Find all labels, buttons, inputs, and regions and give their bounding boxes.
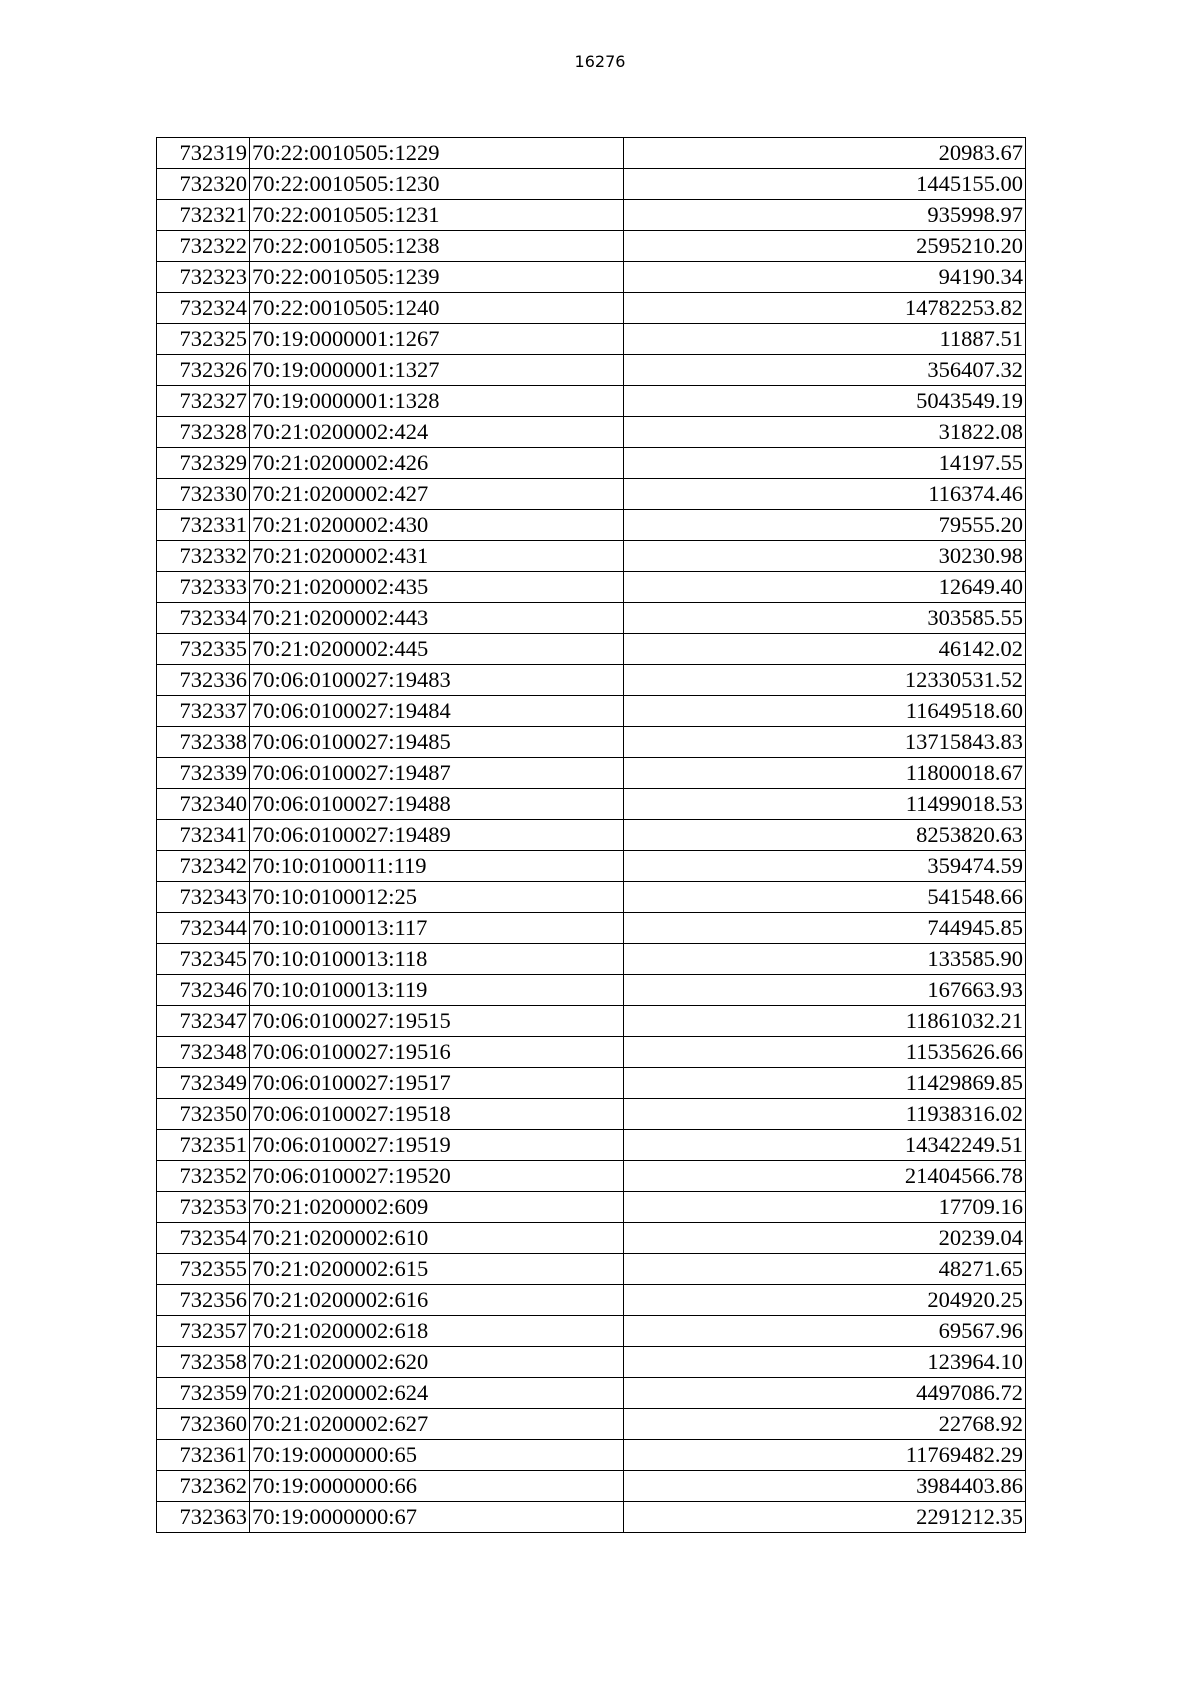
cadastral-value-cell: 133585.90 [623, 944, 1025, 975]
table-row [157, 541, 1026, 572]
row-number-cell: 732363 [157, 1502, 250, 1533]
table-row [157, 479, 1026, 510]
row-number-cell: 732331 [157, 510, 250, 541]
cadastral-value-cell: 3984403.86 [623, 1471, 1025, 1502]
cadastral-number-cell: 70:06:0100027:19487 [249, 758, 623, 789]
table-row [157, 1471, 1026, 1502]
cadastral-value-cell: 20983.67 [623, 138, 1025, 169]
cadastral-number-cell: 70:21:0200002:443 [249, 603, 623, 634]
cadastral-number-cell: 70:06:0100027:19515 [249, 1006, 623, 1037]
cadastral-number-cell: 70:22:0010505:1231 [249, 200, 623, 231]
cadastral-number-cell: 70:21:0200002:426 [249, 448, 623, 479]
cadastral-value-cell: 31822.08 [623, 417, 1025, 448]
cadastral-number-cell: 70:21:0200002:627 [249, 1409, 623, 1440]
cadastral-value-cell: 94190.34 [623, 262, 1025, 293]
table-row [157, 293, 1026, 324]
table-row [157, 851, 1026, 882]
table-row [157, 634, 1026, 665]
row-number-cell: 732355 [157, 1254, 250, 1285]
row-number-cell: 732338 [157, 727, 250, 758]
cadastral-number-cell: 70:06:0100027:19483 [249, 665, 623, 696]
row-number-cell: 732353 [157, 1192, 250, 1223]
table-row [157, 572, 1026, 603]
table-row [157, 758, 1026, 789]
table-row [157, 138, 1026, 169]
table-row [157, 1378, 1026, 1409]
row-number-cell: 732333 [157, 572, 250, 603]
cadastral-value-cell: 303585.55 [623, 603, 1025, 634]
cadastral-number-cell: 70:06:0100027:19516 [249, 1037, 623, 1068]
row-number-cell: 732358 [157, 1347, 250, 1378]
row-number-cell: 732335 [157, 634, 250, 665]
cadastral-value-cell: 30230.98 [623, 541, 1025, 572]
cadastral-value-cell: 123964.10 [623, 1347, 1025, 1378]
cadastral-value-cell: 12649.40 [623, 572, 1025, 603]
cadastral-number-cell: 70:21:0200002:435 [249, 572, 623, 603]
table-row [157, 1223, 1026, 1254]
table-row [157, 665, 1026, 696]
cadastral-number-cell: 70:19:0000001:1267 [249, 324, 623, 355]
cadastral-value-cell: 11769482.29 [623, 1440, 1025, 1471]
row-number-cell: 732351 [157, 1130, 250, 1161]
cadastral-value-cell: 11938316.02 [623, 1099, 1025, 1130]
table-body [157, 138, 1026, 1533]
cadastral-number-cell: 70:21:0200002:616 [249, 1285, 623, 1316]
row-number-cell: 732350 [157, 1099, 250, 1130]
table-row [157, 1192, 1026, 1223]
cadastral-value-cell: 356407.32 [623, 355, 1025, 386]
row-number-cell: 732332 [157, 541, 250, 572]
cadastral-number-cell: 70:22:0010505:1240 [249, 293, 623, 324]
cadastral-value-cell: 4497086.72 [623, 1378, 1025, 1409]
page-number: 16276 [574, 52, 626, 71]
table-row [157, 1254, 1026, 1285]
cadastral-value-cell: 14342249.51 [623, 1130, 1025, 1161]
cadastral-number-cell: 70:21:0200002:431 [249, 541, 623, 572]
cadastral-number-cell: 70:06:0100027:19488 [249, 789, 623, 820]
cadastral-value-cell: 17709.16 [623, 1192, 1025, 1223]
cadastral-number-cell: 70:21:0200002:430 [249, 510, 623, 541]
cadastral-number-cell: 70:21:0200002:615 [249, 1254, 623, 1285]
row-number-cell: 732340 [157, 789, 250, 820]
table-row [157, 1440, 1026, 1471]
cadastral-number-cell: 70:10:0100013:117 [249, 913, 623, 944]
row-number-cell: 732325 [157, 324, 250, 355]
cadastral-number-cell: 70:10:0100012:25 [249, 882, 623, 913]
table-row [157, 448, 1026, 479]
cadastral-value-cell: 2595210.20 [623, 231, 1025, 262]
cadastral-value-cell: 48271.65 [623, 1254, 1025, 1285]
cadastral-number-cell: 70:19:0000000:65 [249, 1440, 623, 1471]
cadastral-number-cell: 70:06:0100027:19519 [249, 1130, 623, 1161]
row-number-cell: 732344 [157, 913, 250, 944]
row-number-cell: 732337 [157, 696, 250, 727]
cadastral-value-cell: 8253820.63 [623, 820, 1025, 851]
table-row [157, 820, 1026, 851]
cadastral-number-cell: 70:22:0010505:1230 [249, 169, 623, 200]
row-number-cell: 732356 [157, 1285, 250, 1316]
cadastral-value-cell: 21404566.78 [623, 1161, 1025, 1192]
cadastral-value-cell: 14197.55 [623, 448, 1025, 479]
cadastral-number-cell: 70:06:0100027:19489 [249, 820, 623, 851]
row-number-cell: 732324 [157, 293, 250, 324]
cadastral-value-cell: 11887.51 [623, 324, 1025, 355]
row-number-cell: 732342 [157, 851, 250, 882]
cadastral-number-cell: 70:06:0100027:19484 [249, 696, 623, 727]
cadastral-value-cell: 13715843.83 [623, 727, 1025, 758]
cadastral-number-cell: 70:21:0200002:610 [249, 1223, 623, 1254]
cadastral-value-cell: 11499018.53 [623, 789, 1025, 820]
table-row [157, 603, 1026, 634]
table-row [157, 355, 1026, 386]
table-row [157, 913, 1026, 944]
row-number-cell: 732330 [157, 479, 250, 510]
table-row [157, 1130, 1026, 1161]
cadastral-value-cell: 359474.59 [623, 851, 1025, 882]
row-number-cell: 732352 [157, 1161, 250, 1192]
table-row [157, 231, 1026, 262]
cadastral-number-cell: 70:10:0100013:119 [249, 975, 623, 1006]
row-number-cell: 732362 [157, 1471, 250, 1502]
cadastral-number-cell: 70:06:0100027:19520 [249, 1161, 623, 1192]
cadastral-value-cell: 11429869.85 [623, 1068, 1025, 1099]
row-number-cell: 732323 [157, 262, 250, 293]
table-row [157, 1161, 1026, 1192]
cadastral-number-cell: 70:21:0200002:618 [249, 1316, 623, 1347]
row-number-cell: 732348 [157, 1037, 250, 1068]
table-row [157, 1285, 1026, 1316]
cadastral-value-cell: 79555.20 [623, 510, 1025, 541]
row-number-cell: 732346 [157, 975, 250, 1006]
row-number-cell: 732326 [157, 355, 250, 386]
table-row [157, 169, 1026, 200]
table-row [157, 1099, 1026, 1130]
cadastral-number-cell: 70:19:0000000:67 [249, 1502, 623, 1533]
table-row [157, 324, 1026, 355]
table-row [157, 1037, 1026, 1068]
table-row [157, 1316, 1026, 1347]
cadastral-number-cell: 70:19:0000001:1328 [249, 386, 623, 417]
row-number-cell: 732329 [157, 448, 250, 479]
row-number-cell: 732321 [157, 200, 250, 231]
table-row [157, 944, 1026, 975]
cadastral-number-cell: 70:21:0200002:427 [249, 479, 623, 510]
cadastral-value-cell: 11535626.66 [623, 1037, 1025, 1068]
cadastral-value-cell: 167663.93 [623, 975, 1025, 1006]
cadastral-value-cell: 11649518.60 [623, 696, 1025, 727]
cadastral-value-cell: 46142.02 [623, 634, 1025, 665]
cadastral-number-cell: 70:21:0200002:620 [249, 1347, 623, 1378]
table-row [157, 417, 1026, 448]
row-number-cell: 732327 [157, 386, 250, 417]
row-number-cell: 732334 [157, 603, 250, 634]
cadastral-value-cell: 204920.25 [623, 1285, 1025, 1316]
row-number-cell: 732347 [157, 1006, 250, 1037]
cadastral-value-cell: 744945.85 [623, 913, 1025, 944]
cadastral-value-cell: 11861032.21 [623, 1006, 1025, 1037]
row-number-cell: 732320 [157, 169, 250, 200]
cadastral-value-cell: 22768.92 [623, 1409, 1025, 1440]
row-number-cell: 732357 [157, 1316, 250, 1347]
table-row [157, 882, 1026, 913]
cadastral-value-cell: 2291212.35 [623, 1502, 1025, 1533]
cadastral-value-cell: 12330531.52 [623, 665, 1025, 696]
cadastral-number-cell: 70:10:0100013:118 [249, 944, 623, 975]
row-number-cell: 732361 [157, 1440, 250, 1471]
table-row [157, 200, 1026, 231]
table-row [157, 696, 1026, 727]
row-number-cell: 732360 [157, 1409, 250, 1440]
cadastral-value-cell: 5043549.19 [623, 386, 1025, 417]
table-row [157, 975, 1026, 1006]
row-number-cell: 732319 [157, 138, 250, 169]
cadastral-number-cell: 70:06:0100027:19517 [249, 1068, 623, 1099]
row-number-cell: 732336 [157, 665, 250, 696]
table-row [157, 1006, 1026, 1037]
row-number-cell: 732359 [157, 1378, 250, 1409]
cadastral-number-cell: 70:22:0010505:1238 [249, 231, 623, 262]
cadastral-value-cell: 541548.66 [623, 882, 1025, 913]
cadastral-value-cell: 11800018.67 [623, 758, 1025, 789]
table-row [157, 1409, 1026, 1440]
cadastral-value-table [156, 137, 1026, 1533]
table-row [157, 1068, 1026, 1099]
cadastral-value-cell: 14782253.82 [623, 293, 1025, 324]
cadastral-number-cell: 70:21:0200002:445 [249, 634, 623, 665]
cadastral-value-cell: 1445155.00 [623, 169, 1025, 200]
cadastral-number-cell: 70:19:0000001:1327 [249, 355, 623, 386]
table-row [157, 789, 1026, 820]
row-number-cell: 732328 [157, 417, 250, 448]
table-row [157, 386, 1026, 417]
cadastral-number-cell: 70:06:0100027:19485 [249, 727, 623, 758]
cadastral-number-cell: 70:22:0010505:1239 [249, 262, 623, 293]
cadastral-value-cell: 935998.97 [623, 200, 1025, 231]
cadastral-value-cell: 69567.96 [623, 1316, 1025, 1347]
cadastral-number-cell: 70:22:0010505:1229 [249, 138, 623, 169]
cadastral-value-cell: 20239.04 [623, 1223, 1025, 1254]
table-row [157, 1502, 1026, 1533]
cadastral-number-cell: 70:10:0100011:119 [249, 851, 623, 882]
table-row [157, 727, 1026, 758]
row-number-cell: 732343 [157, 882, 250, 913]
row-number-cell: 732345 [157, 944, 250, 975]
row-number-cell: 732339 [157, 758, 250, 789]
cadastral-number-cell: 70:19:0000000:66 [249, 1471, 623, 1502]
row-number-cell: 732341 [157, 820, 250, 851]
cadastral-number-cell: 70:21:0200002:424 [249, 417, 623, 448]
cadastral-number-cell: 70:21:0200002:624 [249, 1378, 623, 1409]
row-number-cell: 732349 [157, 1068, 250, 1099]
table-row [157, 1347, 1026, 1378]
cadastral-number-cell: 70:21:0200002:609 [249, 1192, 623, 1223]
cadastral-number-cell: 70:06:0100027:19518 [249, 1099, 623, 1130]
row-number-cell: 732354 [157, 1223, 250, 1254]
cadastral-value-cell: 116374.46 [623, 479, 1025, 510]
table-row [157, 510, 1026, 541]
row-number-cell: 732322 [157, 231, 250, 262]
table-row [157, 262, 1026, 293]
